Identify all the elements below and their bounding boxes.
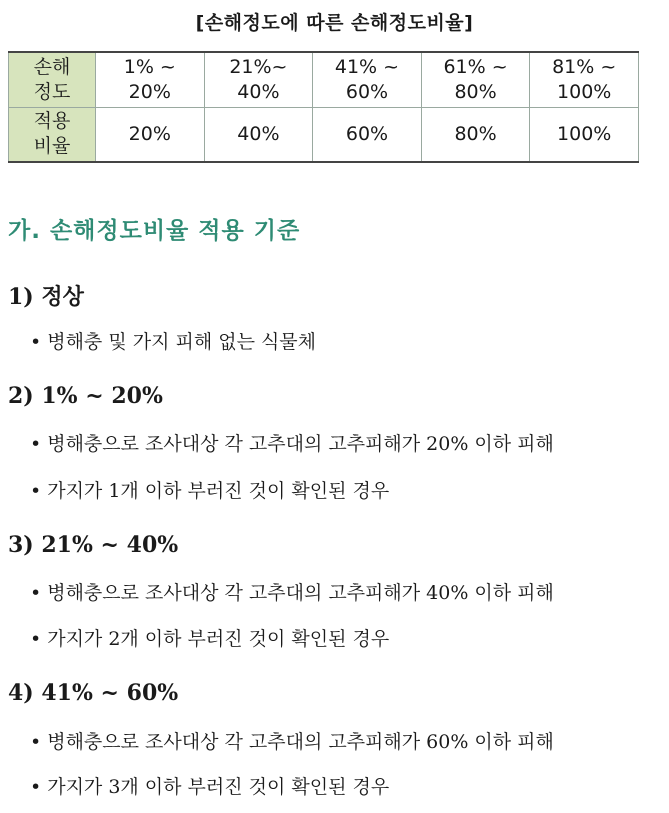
bullet-dot: •: [30, 433, 42, 455]
degree-cell: 41% ~ 60%: [313, 52, 422, 107]
degree-row: [9, 52, 639, 107]
table-title: [손해정도에 따른 손해정도비율]: [195, 12, 474, 34]
degree-cell: 61% ~ 80%: [421, 52, 530, 107]
item-heading: 1) 정상: [8, 284, 84, 310]
bullet-dot: •: [30, 776, 42, 798]
degree-cell: 1% ~ 20%: [96, 52, 205, 107]
bullet-text: 병해충으로 조사대상 각 고추대의 고추피해가 40% 이하 피해: [47, 582, 554, 604]
bullet-text: 병해충으로 조사대상 각 고추대의 고추피해가 60% 이하 피해: [47, 731, 554, 753]
ratio-cell: 100%: [530, 107, 639, 162]
ratio-cell: 80%: [421, 107, 530, 162]
bullet-item: [30, 578, 554, 605]
item-heading: 2) 1% ~ 20%: [8, 383, 163, 409]
damage-ratio-table: [8, 51, 639, 163]
bullet-dot: •: [30, 331, 42, 353]
ratio-cell: 40%: [204, 107, 313, 162]
bullet-dot: •: [30, 582, 42, 604]
bullet-text: 가지가 3개 이하 부러진 것이 확인된 경우: [47, 776, 390, 798]
bullet-text: 병해충 및 가지 피해 없는 식물체: [47, 331, 317, 353]
ratio-cell: 20%: [96, 107, 205, 162]
bullet-item: [30, 429, 554, 456]
bullet-text: 병해충으로 조사대상 각 고추대의 고추피해가 20% 이하 피해: [47, 433, 554, 455]
item-heading: 3) 21% ~ 40%: [8, 532, 179, 558]
bullet-item: [30, 476, 389, 503]
bullet-item: [30, 624, 389, 651]
degree-cell: 81% ~ 100%: [530, 52, 639, 107]
bullet-item: [30, 772, 389, 799]
degree-cell: 21%~ 40%: [204, 52, 313, 107]
ratio-header-cell: 적용 비율: [9, 107, 96, 162]
section-title: 가. 손해정도비율 적용 기준: [8, 218, 301, 244]
ratio-row: [9, 107, 639, 162]
bullet-dot: •: [30, 731, 42, 753]
bullet-text: 가지가 2개 이하 부러진 것이 확인된 경우: [47, 628, 390, 650]
bullet-item: [30, 727, 554, 754]
item-heading: 4) 41% ~ 60%: [8, 680, 179, 706]
bullet-text: 가지가 1개 이하 부러진 것이 확인된 경우: [47, 480, 390, 502]
degree-header-cell: 손해 정도: [9, 52, 96, 107]
bullet-dot: •: [30, 628, 42, 650]
ratio-cell: 60%: [313, 107, 422, 162]
bullet-item: [30, 327, 316, 354]
bullet-dot: •: [30, 480, 42, 502]
